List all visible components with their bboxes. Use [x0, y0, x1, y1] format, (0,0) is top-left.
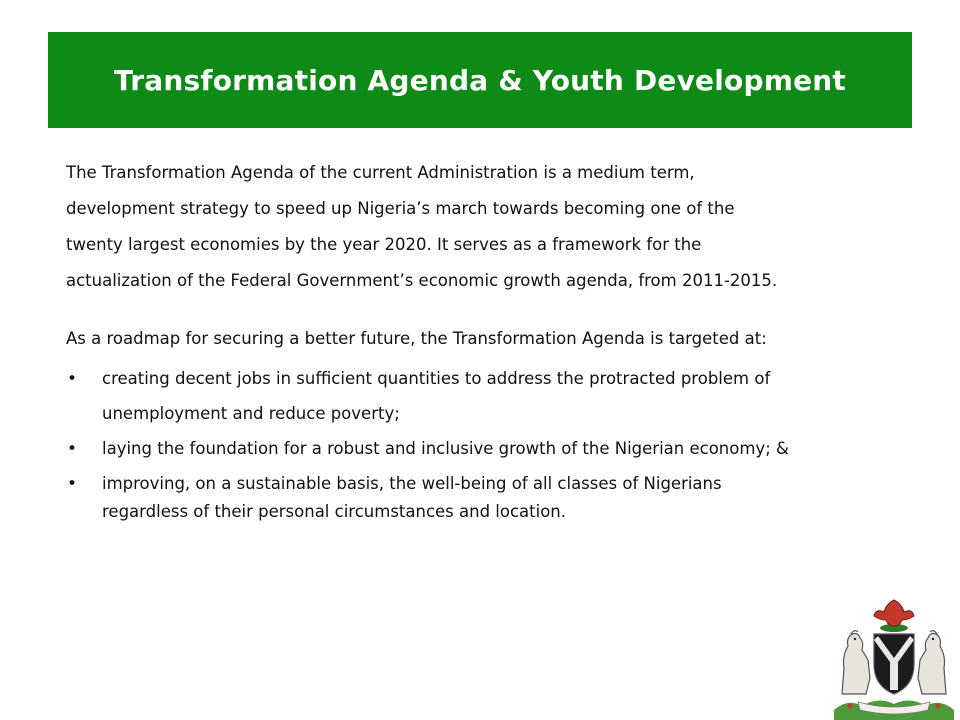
intro-line: twenty largest economies by the year 2020. It serves as a framework for the	[66, 235, 702, 254]
slide-title: Transformation Agenda & Youth Development	[114, 63, 846, 97]
slide-body	[66, 155, 926, 526]
list-item-line: creating decent jobs in sufficient quantities to address the protracted problem of	[102, 369, 771, 388]
intro-line: The Transformation Agenda of the current Administration is a medium term,	[66, 163, 695, 182]
list-item	[66, 470, 926, 526]
intro-line: development strategy to speed up Nigeria’s march towards becoming one of the	[66, 199, 735, 218]
intro-paragraph	[66, 155, 926, 299]
intro-line: actualization of the Federal Government’s economic growth agenda, from 2011-2015.	[66, 271, 778, 290]
list-item-line: regardless of their personal circumstances and location.	[102, 502, 567, 521]
list-item-line: laying the foundation for a robust and inclusive growth of the Nigerian economy; &	[102, 439, 789, 458]
bullet-icon: •	[67, 369, 77, 388]
target-list	[66, 361, 926, 526]
roadmap-intro: As a roadmap for securing a better future, the Transformation Agenda is targeted at:	[66, 329, 767, 348]
title-bar	[48, 32, 912, 128]
bullet-icon: •	[67, 474, 77, 493]
nigeria-coat-of-arms-icon	[828, 598, 960, 720]
list-item-line: improving, on a sustainable basis, the well-being of all classes of Nigerians	[102, 474, 722, 493]
list-item-line: unemployment and reduce poverty;	[102, 404, 400, 423]
bullet-icon: •	[67, 439, 77, 458]
list-item	[66, 361, 926, 431]
list-item	[66, 431, 926, 466]
